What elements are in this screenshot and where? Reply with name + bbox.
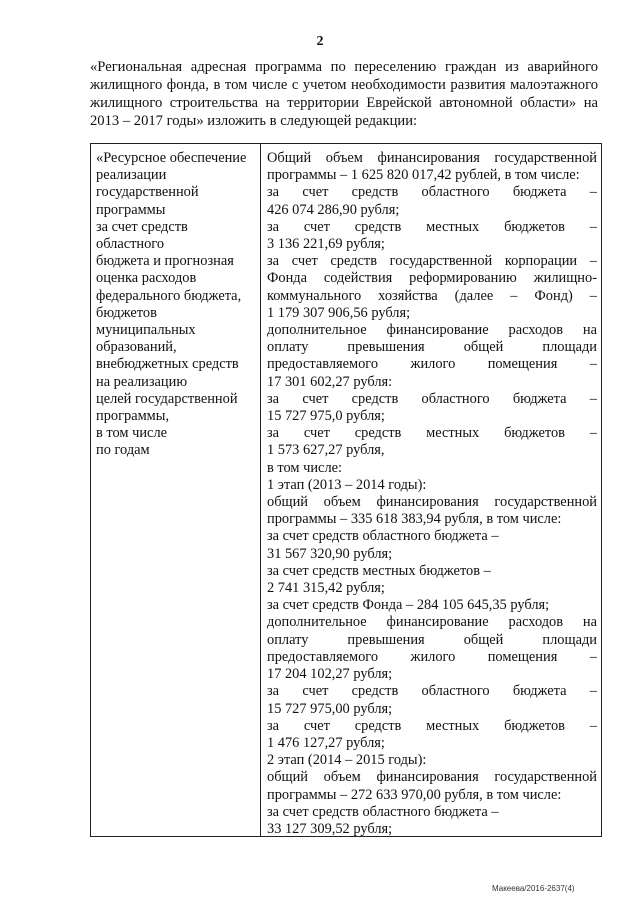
left-column-line: образований, (96, 339, 177, 356)
right-column-line: за счет средств областного бюджета – (267, 803, 499, 820)
left-column-line: по годам (96, 442, 150, 459)
right-column-line: коммунального хозяйства (далее – Фонд) – (267, 287, 597, 304)
right-column-line: 15 727 975,00 рубля; (267, 700, 393, 717)
right-column-line: дополнительное финансирование расходов на (267, 322, 597, 339)
footer-code: Макеева/2016-2637(4) (492, 884, 575, 893)
left-column-line: оценка расходов (96, 270, 197, 287)
left-column (96, 150, 258, 460)
right-column-line: 15 727 975,0 рубля; (267, 408, 385, 425)
left-column-line: на реализацию (96, 373, 188, 390)
left-column-line: за счет средств (96, 218, 188, 235)
left-column-line: муниципальных (96, 322, 196, 339)
right-column-line: 1 этап (2013 – 2014 годы): (267, 476, 427, 493)
right-column-line: общий объем финансирования государственной (267, 769, 597, 786)
left-column-line: областного (96, 236, 165, 253)
right-column-line: предоставляемого жилого помещения – (267, 356, 597, 373)
right-column-line: за счет средств местных бюджетов – (267, 562, 491, 579)
right-column-line: 1 476 127,27 рубля; (267, 734, 385, 751)
intro-paragraph: «Региональная адресная программа по переселению граждан из аварийного жилищного фонда, в том числе с учетом необходимости развития малоэтажного жилищного строительства на территории Еврейской автономной области» на 2013 – 2017 годы» изложить в следующей редакции: (90, 59, 598, 129)
right-column-line: программы – 272 633 970,00 рубля, в том числе: (267, 786, 562, 803)
right-column-line: за счет средств местных бюджетов – (267, 425, 597, 442)
right-column-line: за счет средств областного бюджета – (267, 390, 597, 407)
left-column-line: бюджетов (96, 304, 157, 321)
right-column-line: Общий объем финансирования государственной (267, 150, 597, 166)
left-column-line: целей государственной (96, 390, 238, 407)
left-column-line: федерального бюджета, (96, 287, 242, 304)
right-column-line: за счет средств областного бюджета – (267, 683, 597, 700)
right-column-line: 3 136 221,69 рубля; (267, 236, 385, 253)
right-column (267, 150, 597, 838)
left-column-line: программы (96, 201, 166, 218)
right-column-line: за счет средств Фонда – 284 105 645,35 рубля; (267, 597, 550, 614)
resource-table (90, 143, 602, 837)
left-column-line: «Ресурсное обеспечение (96, 150, 247, 166)
right-column-line: оплату превышения общей площади (267, 631, 597, 648)
left-column-line: реализации (96, 167, 167, 184)
left-column-line: программы, (96, 408, 170, 425)
right-column-line: 33 127 309,52 рубля; (267, 820, 393, 837)
left-column-line: бюджета и прогнозная (96, 253, 234, 270)
left-column-line: внебюджетных средств (96, 356, 239, 373)
right-column-line: 1 573 627,27 рубля, (267, 442, 385, 459)
right-column-line: 2 741 315,42 рубля; (267, 580, 385, 597)
right-column-line: 31 567 320,90 рубля; (267, 545, 393, 562)
right-column-line: общий объем финансирования государственной (267, 494, 597, 511)
right-column-line: за счет средств государственной корпорации – (267, 253, 597, 270)
column-divider (260, 144, 261, 836)
right-column-line: 17 204 102,27 рубля; (267, 666, 393, 683)
right-column-line: за счет средств местных бюджетов – (267, 717, 597, 734)
right-column-line: оплату превышения общей площади (267, 339, 597, 356)
right-column-line: дополнительное финансирование расходов на (267, 614, 597, 631)
right-column-line: в том числе: (267, 459, 343, 476)
right-column-line: 2 этап (2014 – 2015 годы): (267, 752, 427, 769)
right-column-line: за счет средств областного бюджета – (267, 184, 597, 201)
right-column-line: программы – 335 618 383,94 рубля, в том числе: (267, 511, 562, 528)
right-column-line: 1 179 307 906,56 рубля; (267, 304, 411, 321)
left-column-line: в том числе (96, 425, 168, 442)
right-column-line: предоставляемого жилого помещения – (267, 648, 597, 665)
right-column-line: Фонда содействия реформированию жилищно- (267, 270, 597, 287)
right-column-line: 426 074 286,90 рубля; (267, 201, 400, 218)
right-column-line: за счет средств местных бюджетов – (267, 218, 597, 235)
right-column-line: за счет средств областного бюджета – (267, 528, 499, 545)
right-column-line: 17 301 602,27 рубля: (267, 373, 393, 390)
page-number: 2 (316, 34, 324, 49)
right-column-line: программы – 1 625 820 017,42 рублей, в том числе: (267, 167, 580, 184)
left-column-line: государственной (96, 184, 199, 201)
